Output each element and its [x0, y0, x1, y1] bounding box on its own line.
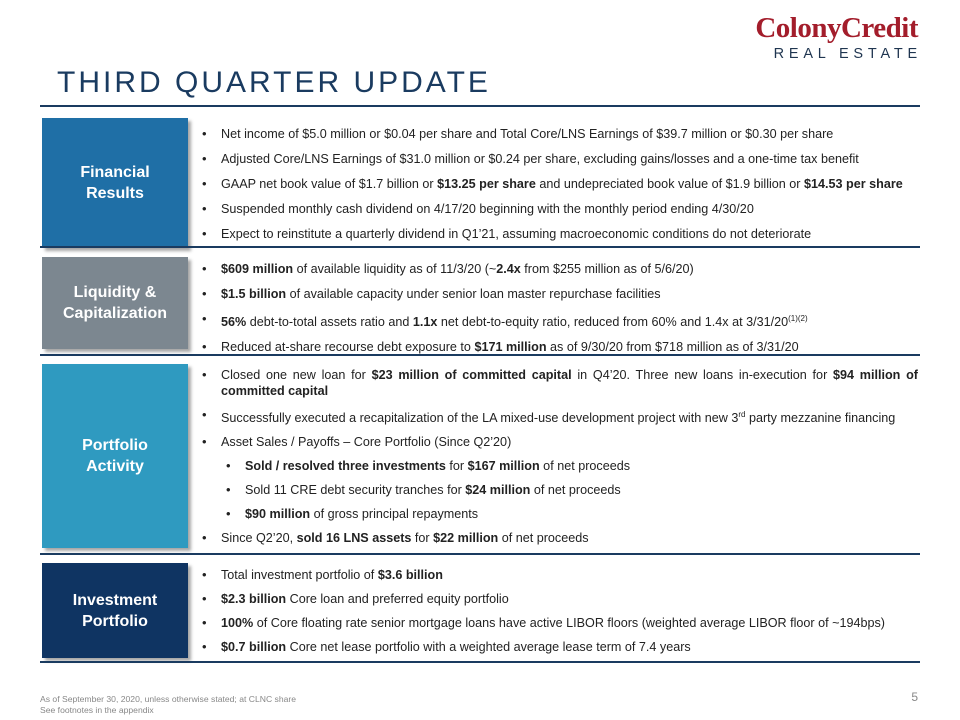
- text-run: of net proceeds: [530, 483, 621, 498]
- sub-bullet-item: [224, 506, 918, 522]
- bold-text: 1.1x: [412, 315, 438, 330]
- bold-text: $167 million: [467, 459, 540, 474]
- bullet-item: [200, 226, 918, 242]
- section-label-liquidity-capitalization: Liquidity & Capitalization: [42, 257, 188, 349]
- bullet-item: [200, 176, 918, 192]
- bold-text: Sold / resolved three investments: [245, 459, 446, 474]
- text-run: Since Q2’20,: [221, 531, 297, 546]
- section-label-portfolio-activity: Portfolio Activity: [42, 364, 188, 548]
- bullet-item: [200, 591, 918, 607]
- bold-text: 2.4x: [496, 262, 521, 276]
- bullet-item: [200, 151, 918, 167]
- section-portfolio-activity: [40, 356, 920, 555]
- text-run: of available liquidity as of 11/3/20 (~: [293, 262, 497, 276]
- bold-text: $0.7 billion: [221, 640, 287, 654]
- text-run: for: [411, 531, 434, 546]
- section-divider: [40, 661, 920, 663]
- sub-bullet-item: [224, 458, 918, 474]
- text-run: Reduced at-share recourse debt exposure to: [221, 340, 475, 355]
- text-run: from $255 million as of 5/6/20): [520, 262, 694, 276]
- text-run: GAAP net book value of $1.7 billion or: [221, 177, 438, 191]
- logo-subtitle: REAL ESTATE: [773, 46, 922, 62]
- bold-text: $609 million: [221, 262, 294, 276]
- text-run: for: [445, 459, 468, 474]
- bold-text: $90 million: [245, 507, 311, 522]
- text-run: of net proceeds: [498, 531, 589, 546]
- text-run: party mezzanine financing: [745, 411, 896, 426]
- text-run: Adjusted Core/LNS Earnings of $31.0 million or $0.24 per share, excluding gains/losses and a one-time tax benefit: [221, 152, 859, 166]
- text-run: net debt-to-equity ratio, reduced from 60% and 1.4x at 3/31/20: [437, 315, 789, 330]
- text-run: Sold 11 CRE debt security tranches for: [245, 483, 466, 498]
- text-run: Asset Sales / Payoffs – Core Portfolio (Since Q2’20): [221, 435, 512, 450]
- bold-text: $171 million: [474, 340, 547, 355]
- text-run: Total investment portfolio of: [221, 568, 378, 582]
- bullet-list-portfolio-activity: [200, 367, 918, 546]
- text-run: Closed one new loan for: [221, 368, 372, 382]
- bold-text: $1.5 billion: [221, 287, 287, 301]
- logo-wordmark: ColonyCredit: [755, 12, 918, 44]
- bold-text: $3.6 billion: [377, 568, 443, 582]
- bold-text: sold 16 LNS assets: [296, 531, 412, 546]
- page-title: THIRD QUARTER UPDATE: [57, 66, 491, 99]
- bullet-list-liquidity-capitalization: [200, 261, 918, 355]
- footnote: [40, 694, 296, 716]
- bullet-item: [200, 311, 918, 330]
- section-financial-results: [40, 109, 920, 248]
- text-run: debt-to-total assets ratio and: [246, 315, 413, 330]
- bullet-item: [200, 286, 918, 302]
- bullet-item: [200, 407, 918, 426]
- section-label-investment-portfolio: Investment Portfolio: [42, 563, 188, 658]
- bold-text: 56%: [221, 315, 247, 330]
- text-run: in Q4’20. Three new loans in-execution for: [571, 368, 834, 382]
- footnote-line: As of September 30, 2020, unless otherwise stated; at CLNC share: [40, 694, 297, 704]
- text-run: Suspended monthly cash dividend on 4/17/20 beginning with the monthly period ending 4/30/20: [221, 202, 754, 216]
- footnote-line: See footnotes in the appendix: [40, 705, 154, 715]
- bold-text: $23 million of committed capital: [371, 368, 572, 382]
- bullet-item: [200, 339, 918, 355]
- section-liquidity-capitalization: [40, 248, 920, 356]
- text-run: of available capacity under senior loan master repurchase facilities: [286, 287, 661, 301]
- text-run: Core loan and preferred equity portfolio: [286, 592, 509, 606]
- text-run: Net income of $5.0 million or $0.04 per share and Total Core/LNS Earnings of $39.7 million or $0.30 per share: [221, 127, 834, 141]
- bold-text: $14.53 per share: [804, 177, 903, 191]
- company-logo: [755, 12, 922, 62]
- bold-text: 100%: [221, 616, 254, 630]
- bold-text: $24 million: [465, 483, 531, 498]
- text-run: and undepreciated book value of $1.9 billion or: [535, 177, 805, 191]
- bullet-item: [200, 261, 918, 277]
- bold-text: $13.25 per share: [437, 177, 536, 191]
- text-run: of net proceeds: [539, 459, 631, 474]
- bullet-item: [200, 126, 918, 142]
- bullet-item: [200, 201, 918, 217]
- bold-text: $94 million of committed capital: [221, 368, 918, 398]
- bold-text: $2.3 billion: [221, 592, 287, 606]
- bullet-item: [200, 639, 918, 655]
- bullet-list-investment-portfolio: [200, 567, 918, 655]
- superscript-text: (1)(2): [788, 314, 808, 323]
- text-run: Core net lease portfolio with a weighted average lease term of 7.4 years: [286, 640, 691, 654]
- bullet-item: [200, 530, 918, 546]
- bold-text: $22 million: [433, 531, 499, 546]
- text-run: as of 9/30/20 from $718 million as of 3/31/20: [546, 340, 799, 355]
- text-run: Successfully executed a recapitalization of the LA mixed-use development project with new 3: [221, 411, 739, 426]
- text-run: of Core floating rate senior mortgage loans have active LIBOR floors (weighted average LIBOR floor of ~194bps): [253, 616, 885, 630]
- page-number: 5: [911, 690, 918, 704]
- section-investment-portfolio: [40, 555, 920, 663]
- text-run: of gross principal repayments: [310, 507, 479, 522]
- bullet-item: [200, 434, 918, 450]
- bullet-item: [200, 567, 918, 583]
- bullet-item: [200, 615, 918, 631]
- bullet-item: [200, 367, 918, 399]
- title-rule: [40, 105, 920, 107]
- sub-bullet-item: [224, 482, 918, 498]
- superscript-text: rd: [738, 410, 746, 419]
- section-label-financial-results: Financial Results: [42, 118, 188, 248]
- text-run: Expect to reinstitute a quarterly dividend in Q1’21, assuming macroeconomic conditions do not deteriorate: [221, 227, 812, 241]
- bullet-list-financial-results: [200, 126, 918, 242]
